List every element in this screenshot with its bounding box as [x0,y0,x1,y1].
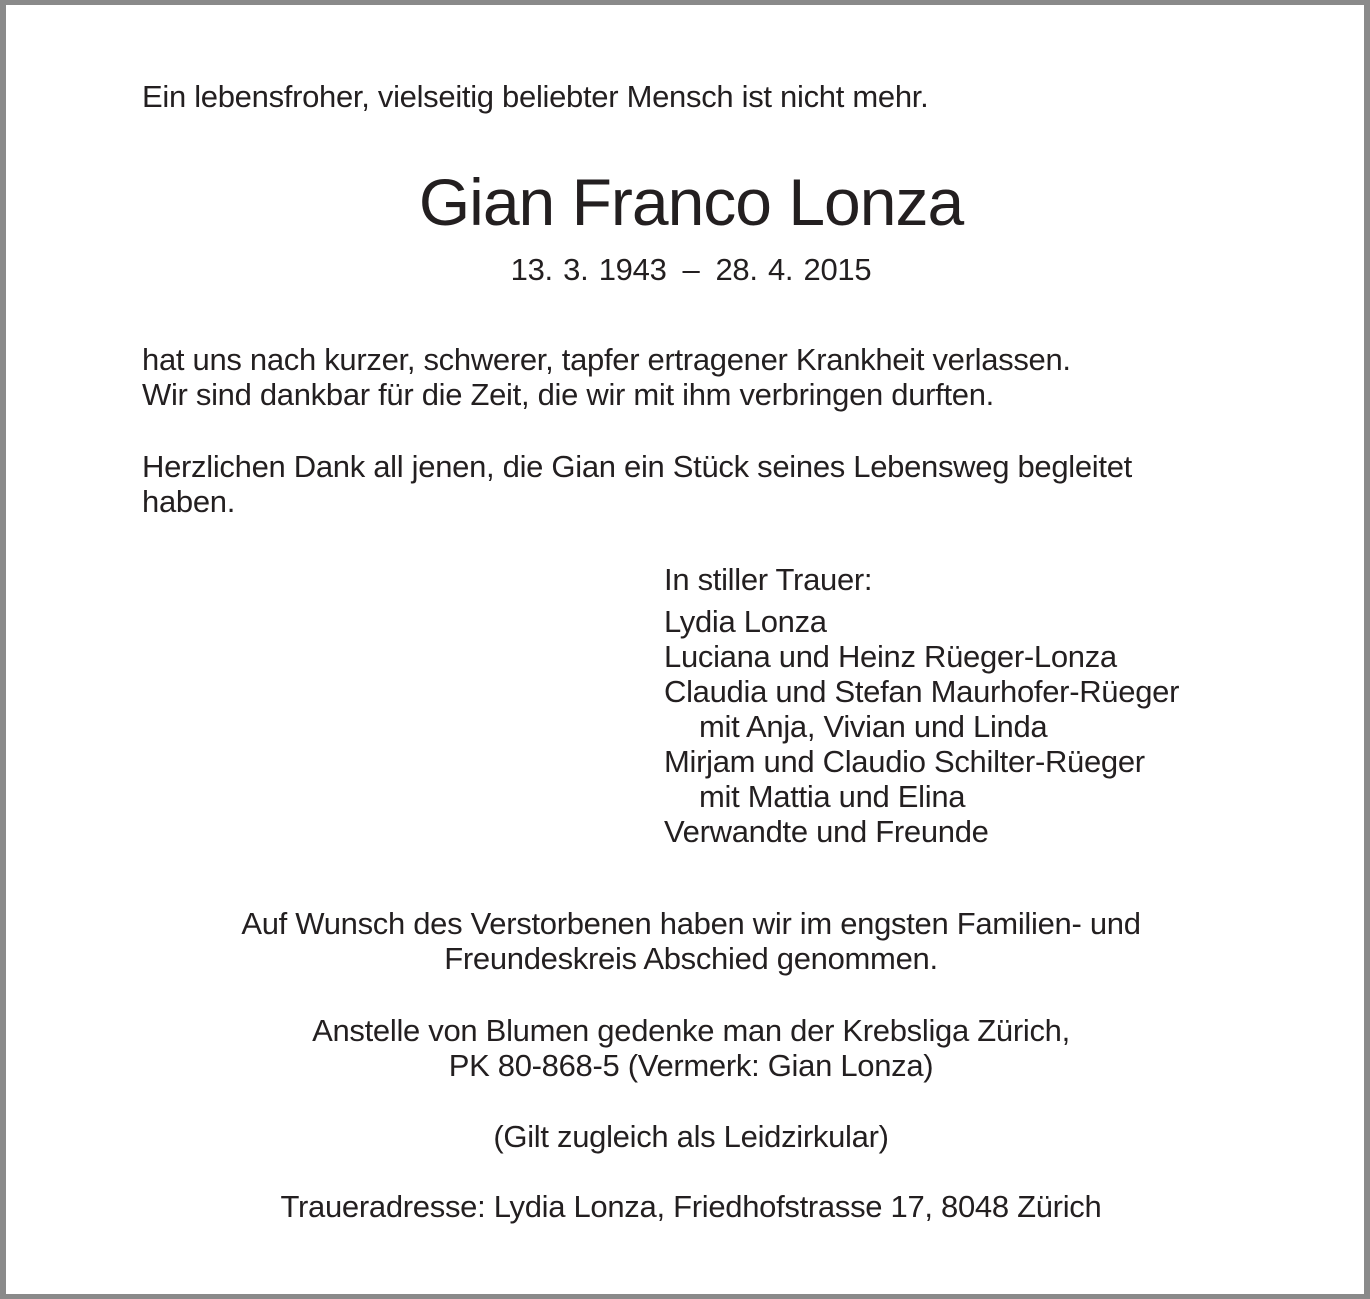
farewell-line-1: Auf Wunsch des Verstorbenen haben wir im engsten Familien- und [241,906,1141,941]
circular-note: (Gilt zugleich als Leidzirkular) [493,1119,889,1154]
deceased-name: Gian Franco Lonza [418,165,964,239]
message-line-2: Wir sind dankbar für die Zeit, die wir mit ihm verbringen durften. [142,377,994,412]
birth-date: 13. 3. 1943 [510,252,667,287]
thanks-line-2: haben. [142,484,236,519]
mourners-block [664,562,1179,849]
message-line-1: hat uns nach kurzer, schwerer, tapfer ertragener Krankheit verlassen. [142,342,1071,377]
mourner-children: mit Mattia und Elina [699,779,966,814]
date-separator: – [682,252,700,287]
mourner-name: Lydia Lonza [664,604,827,639]
mourners-heading: In stiller Trauer: [664,562,873,597]
farewell-line-2: Freundeskreis Abschied genommen. [444,941,938,976]
life-dates [6,252,1370,287]
thanks-line-1: Herzlichen Dank all jenen, die Gian ein Stück seines Lebensweg begleitet [142,449,1132,484]
mourner-children: mit Anja, Vivian und Linda [699,709,1048,744]
mourner-name: Claudia und Stefan Maurhofer-Rüeger [664,674,1180,709]
mourner-name: Mirjam und Claudio Schilter-Rüeger [664,744,1145,779]
mourner-name: Luciana und Heinz Rüeger-Lonza [664,639,1117,674]
donation-line-1: Anstelle von Blumen gedenke man der Krebsliga Zürich, [312,1013,1070,1048]
death-date: 28. 4. 2015 [715,252,872,287]
intro-text: Ein lebensfroher, vielseitig beliebter Mensch ist nicht mehr. [142,79,929,114]
donation-line-2: PK 80-868-5 (Vermerk: Gian Lonza) [448,1048,934,1083]
mourner-name: Verwandte und Freunde [664,814,989,849]
mourning-address: Traueradresse: Lydia Lonza, Friedhofstrasse 17, 8048 Zürich [280,1189,1102,1224]
